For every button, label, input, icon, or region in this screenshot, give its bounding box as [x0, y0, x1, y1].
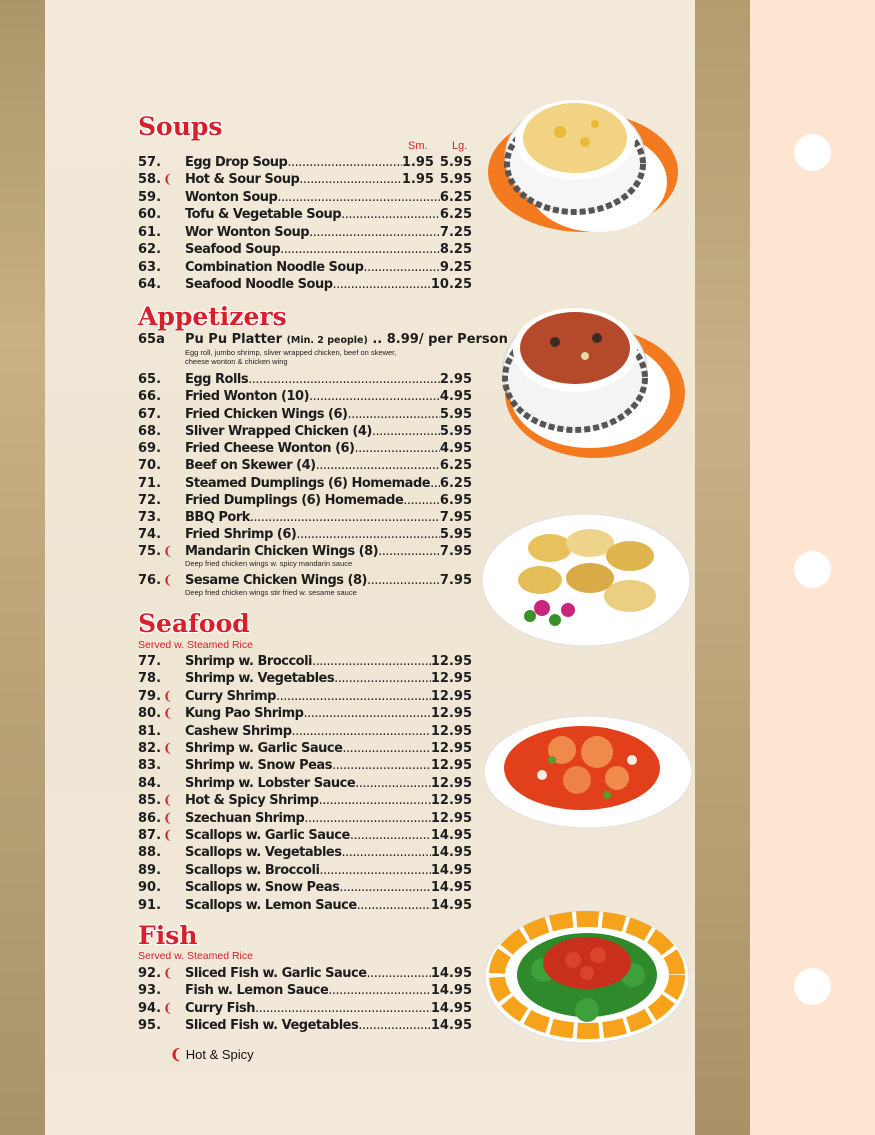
item-name: Seafood Soup	[185, 242, 281, 258]
menu-item	[138, 1000, 472, 1017]
item-number-wrap	[138, 740, 182, 757]
item-name: Szechuan Shrimp	[185, 810, 305, 826]
item-name: Scallops w. Broccoli	[185, 862, 320, 878]
item-price: 14.95	[430, 845, 472, 861]
dot-leader	[312, 653, 431, 670]
item-name: Kung Pao Shrimp	[185, 706, 304, 722]
item-price: 6.95	[439, 492, 472, 508]
item-line	[185, 259, 472, 276]
item-number: 63.	[138, 259, 162, 275]
item-name: Shrimp w. Garlic Sauce	[185, 741, 343, 756]
pupu-description: Egg roll, jumbo shrimp, sliver wrapped chicken, beef on skewer,	[185, 348, 397, 357]
item-line	[185, 792, 472, 809]
dot-leader	[287, 154, 402, 171]
menu-item	[138, 543, 472, 560]
item-line	[185, 241, 472, 258]
item-number: 77.	[138, 654, 162, 669]
item-price: 5.95	[439, 172, 472, 188]
menu-item	[138, 371, 472, 388]
item-name: Curry Shrimp	[185, 688, 276, 704]
item-line	[185, 982, 472, 999]
item-name: Scallops w. Vegetables	[185, 845, 342, 861]
item-name: Shrimp w. Lobster Sauce	[185, 775, 356, 791]
menu-item	[138, 982, 472, 999]
item-price: 5.95	[439, 155, 472, 170]
item-number: 79.	[138, 688, 162, 704]
menu-item	[138, 423, 472, 440]
item-name: Fish w. Lemon Sauce	[185, 983, 329, 999]
chili-pepper-icon: ❨	[163, 828, 174, 842]
item-number: 91.	[138, 897, 162, 913]
item-price: 12.95	[430, 654, 472, 669]
item-number: 57.	[138, 155, 162, 170]
dot-leader	[355, 440, 440, 457]
item-line	[185, 189, 472, 206]
menu-item	[138, 827, 472, 844]
fish-title: Fish	[138, 921, 198, 950]
hot-sour-soup-image	[485, 298, 685, 463]
menu-item	[138, 526, 472, 543]
menu-item	[138, 171, 472, 188]
item-price: 8.99/ per Person	[386, 332, 508, 347]
item-price: 6.25	[439, 207, 472, 223]
item-number: 92.	[138, 966, 162, 981]
item-name: Scallops w. Garlic Sauce	[185, 828, 350, 843]
dot-leader	[341, 206, 440, 223]
item-number: 68.	[138, 423, 162, 439]
item-line	[185, 827, 472, 844]
item-name: Sliced Fish w. Vegetables	[185, 1017, 359, 1033]
dot-leader	[255, 1000, 431, 1017]
item-line	[185, 154, 472, 171]
chili-pepper-icon: ❨	[163, 810, 174, 825]
item-number: 82.	[138, 741, 162, 756]
chili-pepper-icon: ❨	[170, 1046, 182, 1062]
dot-leader	[280, 241, 440, 258]
item-number: 69.	[138, 441, 162, 456]
menu-item	[138, 492, 472, 509]
dot-leader	[248, 371, 440, 388]
item-name: Curry Fish	[185, 1000, 255, 1016]
item-name: Sliced Fish w. Garlic Sauce	[185, 966, 367, 981]
soups-title: Soups	[138, 112, 223, 141]
item-name: Mandarin Chicken Wings (8)	[185, 544, 379, 559]
item-price: 7.95	[439, 510, 472, 525]
dot-leader	[276, 688, 431, 705]
item-name: Fried Cheese Wonton (6)	[185, 441, 355, 456]
menu-item	[138, 844, 472, 861]
menu-item	[138, 276, 472, 293]
dot-leader	[292, 723, 431, 740]
spicy-legend	[170, 1046, 254, 1063]
item-price: 14.95	[430, 983, 472, 999]
item-number: 88.	[138, 845, 162, 861]
item-number: 95.	[138, 1017, 162, 1033]
item-price: 14.95	[430, 966, 472, 981]
item-line	[185, 740, 472, 757]
menu-item	[138, 457, 472, 474]
chili-pepper-icon: ❨	[163, 741, 174, 755]
dot-leader	[372, 423, 440, 440]
item-number: 62.	[138, 242, 162, 258]
item-price: 7.25	[439, 224, 472, 240]
dot-leader	[355, 775, 431, 792]
chili-pepper-icon: ❨	[163, 688, 174, 703]
chili-pepper-icon: ❨	[163, 172, 174, 187]
menu-item	[138, 705, 472, 722]
menu-item	[138, 475, 472, 492]
item-price: 14.95	[430, 897, 472, 913]
item-number: 58.	[138, 172, 162, 188]
item-number: 61.	[138, 224, 162, 240]
menu-item	[138, 670, 472, 687]
egg-drop-soup-image	[485, 92, 685, 237]
seafood-subtitle: Served w. Steamed Rice	[138, 639, 253, 651]
fish-dish-image	[483, 905, 691, 1045]
item-price-small: 1.95	[401, 172, 434, 188]
item-name: BBQ Pork	[185, 510, 250, 525]
item-number-wrap	[138, 688, 182, 705]
item-price: 4.95	[439, 389, 472, 405]
item-price: 12.95	[430, 706, 472, 722]
item-number: 73.	[138, 510, 162, 525]
item-number: 70.	[138, 458, 162, 474]
dot-leader	[367, 572, 440, 589]
item-name: Cashew Shrimp	[185, 723, 292, 739]
item-name: Beef on Skewer (4)	[185, 458, 316, 474]
item-name: Sesame Chicken Wings (8)	[185, 573, 367, 588]
item-price: 12.95	[430, 723, 472, 739]
menu-item	[138, 406, 472, 423]
item-price: 7.95	[439, 573, 472, 588]
item-name: Fried Chicken Wings (6)	[185, 406, 348, 422]
dot-leader	[328, 982, 431, 999]
item-price: 10.25	[430, 277, 472, 292]
item-line	[185, 509, 472, 526]
menu-item	[138, 1017, 472, 1034]
item-line	[185, 371, 472, 388]
item-name: Egg Drop Soup	[185, 155, 288, 170]
menu-item	[138, 965, 472, 982]
item-name: Fried Wonton (10)	[185, 389, 310, 405]
item-name: Wor Wonton Soup	[185, 224, 310, 240]
item-name: Combination Noodle Soup	[185, 259, 364, 275]
item-price: 7.95	[439, 544, 472, 559]
item-line	[185, 897, 472, 914]
item-line	[185, 543, 472, 560]
item-number: 87.	[138, 828, 162, 843]
item-number: 59.	[138, 189, 162, 205]
binder-hole	[794, 134, 831, 171]
item-line	[185, 705, 472, 722]
dot-leader	[342, 740, 430, 757]
menu-item	[138, 879, 472, 896]
item-number: 65.	[138, 372, 162, 387]
scroll-painting-left	[0, 0, 45, 1135]
item-price: 4.95	[439, 441, 472, 456]
item-name: Scallops w. Snow Peas	[185, 880, 340, 896]
item-name: Seafood Noodle Soup	[185, 277, 333, 292]
item-line	[185, 653, 472, 670]
item-number-wrap	[138, 572, 182, 589]
dumplings-image	[480, 508, 692, 650]
item-line	[185, 276, 472, 293]
item-price: 6.25	[439, 458, 472, 474]
chili-pepper-icon: ❨	[163, 1000, 174, 1015]
item-number: 74.	[138, 527, 162, 543]
menu-item	[138, 757, 472, 774]
item-name: Sliver Wrapped Chicken (4)	[185, 423, 372, 439]
item-number-wrap	[138, 965, 182, 982]
menu-item	[138, 259, 472, 276]
item-number: 66.	[138, 389, 162, 405]
item-name: Wonton Soup	[185, 189, 278, 205]
item-number: 64.	[138, 277, 162, 292]
item-number: 76.	[138, 573, 162, 588]
menu-item	[138, 224, 472, 241]
item-price: 5.95	[439, 527, 472, 543]
item-name: Scallops w. Lemon Sauce	[185, 897, 357, 913]
dot-leader	[367, 965, 431, 982]
menu-item	[138, 509, 472, 526]
dot-leader	[350, 827, 431, 844]
chili-pepper-icon: ❨	[163, 573, 174, 587]
pupu-description: cheese wonton & chicken wing	[185, 357, 288, 366]
chili-pepper-icon: ❨	[163, 706, 174, 721]
item-number: 94.	[138, 1000, 162, 1016]
menu-item	[138, 810, 472, 827]
dot-leader	[296, 526, 440, 543]
item-number: 84.	[138, 775, 162, 791]
scroll-painting-right	[695, 0, 750, 1135]
shrimp-dish-image	[482, 710, 694, 830]
menu-item	[138, 740, 472, 757]
dot-leader	[357, 897, 431, 914]
menu-item	[138, 862, 472, 879]
item-number: 86.	[138, 810, 162, 826]
item-description: Deep fried chicken wings w. spicy mandarin sauce	[185, 559, 353, 568]
dot-leader	[303, 705, 430, 722]
item-price: 14.95	[430, 862, 472, 878]
item-line	[185, 171, 472, 188]
item-price: 2.95	[439, 372, 472, 387]
item-price: 5.95	[439, 406, 472, 422]
item-line	[185, 457, 472, 474]
item-line	[185, 440, 472, 457]
item-price: 14.95	[430, 880, 472, 896]
item-price: 14.95	[430, 1000, 472, 1016]
item-name: Steamed Dumplings (6) Homemade	[185, 475, 431, 491]
item-number: 78.	[138, 671, 162, 687]
item-number: 75.	[138, 544, 162, 559]
item-line	[185, 688, 472, 705]
dot-leader	[309, 388, 440, 405]
dot-leader	[358, 1017, 431, 1034]
dot-leader	[363, 259, 440, 276]
item-line	[185, 965, 472, 982]
item-name: Shrimp w. Vegetables	[185, 671, 335, 687]
menu-item-pupu-platter	[138, 331, 508, 348]
menu-item	[138, 572, 472, 589]
item-number: 80.	[138, 706, 162, 722]
item-name: Hot & Sour Soup	[185, 172, 300, 188]
chili-pepper-icon: ❨	[163, 544, 174, 558]
item-number-wrap	[138, 827, 182, 844]
dot-leader	[403, 492, 440, 509]
item-name: Pu Pu Platter	[185, 332, 283, 347]
item-price: 14.95	[430, 1017, 472, 1033]
item-price: 12.95	[430, 793, 472, 809]
item-line	[185, 388, 472, 405]
dot-leader	[316, 457, 440, 474]
item-line	[185, 526, 472, 543]
menu-item	[138, 792, 472, 809]
item-number: 67.	[138, 406, 162, 422]
item-line	[185, 1000, 472, 1017]
item-line	[185, 775, 472, 792]
item-number-wrap	[138, 792, 182, 809]
legend-label: Hot & Spicy	[185, 1047, 254, 1062]
item-name: Fried Dumplings (6) Homemade	[185, 492, 404, 508]
dot-leader	[347, 406, 439, 423]
item-line	[185, 757, 472, 774]
fish-subtitle: Served w. Steamed Rice	[138, 950, 253, 962]
item-number: 72.	[138, 492, 162, 508]
item-price: 6.25	[439, 475, 472, 491]
dot-leader	[378, 543, 440, 560]
item-line	[185, 572, 472, 589]
item-number-wrap	[138, 810, 182, 827]
item-price: 8.25	[439, 242, 472, 258]
item-line	[185, 844, 472, 861]
dot-leader	[319, 862, 430, 879]
small-size-header: Sm.	[408, 140, 428, 152]
item-price: 12.95	[430, 671, 472, 687]
dot-leader	[299, 171, 402, 188]
item-name: Tofu & Vegetable Soup	[185, 207, 342, 223]
item-line	[185, 406, 472, 423]
dot-leader	[304, 810, 431, 827]
item-number: 83.	[138, 758, 162, 774]
item-number-wrap	[138, 543, 182, 560]
dot-leader	[334, 670, 431, 687]
item-price: 12.95	[430, 741, 472, 756]
item-line	[185, 1017, 472, 1034]
menu-item	[138, 897, 472, 914]
item-line	[185, 810, 472, 827]
item-line	[185, 492, 472, 509]
item-number: 93.	[138, 983, 162, 999]
item-number: 65a	[138, 332, 165, 347]
seafood-title: Seafood	[138, 609, 250, 638]
menu-item	[138, 154, 472, 171]
item-number-wrap	[138, 705, 182, 722]
item-number: 85.	[138, 793, 162, 809]
item-price-small: 1.95	[401, 155, 434, 170]
item-name: Egg Rolls	[185, 372, 249, 387]
item-price: 9.25	[439, 259, 472, 275]
menu-item	[138, 189, 472, 206]
dot-leader	[342, 844, 431, 861]
item-name: Fried Shrimp (6)	[185, 527, 297, 543]
dot-leader	[430, 475, 440, 492]
binder-hole	[794, 551, 831, 588]
dot-leader	[319, 792, 431, 809]
menu-item	[138, 653, 472, 670]
item-price: 12.95	[430, 758, 472, 774]
item-name: Shrimp w. Snow Peas	[185, 758, 332, 774]
item-line	[185, 224, 472, 241]
appetizers-title: Appetizers	[138, 302, 287, 331]
item-number: 89.	[138, 862, 162, 878]
chili-pepper-icon: ❨	[163, 966, 174, 980]
item-name: Hot & Spicy Shrimp	[185, 793, 319, 809]
item-number: 71.	[138, 475, 162, 491]
menu-item	[138, 775, 472, 792]
item-number: 90.	[138, 880, 162, 896]
menu-item	[138, 440, 472, 457]
item-line	[185, 723, 472, 740]
item-line	[185, 879, 472, 896]
dot-leader	[250, 509, 440, 526]
item-number: 60.	[138, 207, 162, 223]
large-size-header: Lg.	[452, 140, 468, 152]
item-description: Deep fried chicken wings stir fried w. sesame sauce	[185, 588, 357, 597]
item-line	[185, 206, 472, 223]
item-line	[185, 670, 472, 687]
pupu-title: Pu Pu Platter (Min. 2 people) .. 8.99/ per Person	[185, 332, 508, 347]
menu-item	[138, 206, 472, 223]
min-people: (Min. 2 people)	[286, 335, 368, 346]
dot-leader	[339, 879, 431, 896]
item-price: 12.95	[430, 810, 472, 826]
dot-leader	[309, 224, 440, 241]
item-name: Shrimp w. Broccoli	[185, 654, 313, 669]
item-line	[185, 475, 472, 492]
item-number-wrap	[138, 1000, 182, 1017]
menu-item	[138, 241, 472, 258]
item-line	[185, 862, 472, 879]
item-price: 6.25	[439, 189, 472, 205]
menu-item	[138, 723, 472, 740]
dot-leader	[333, 276, 431, 293]
binder-hole	[794, 968, 831, 1005]
item-price: 14.95	[430, 828, 472, 843]
dot-leader	[277, 189, 440, 206]
item-line	[185, 423, 472, 440]
dot-leader	[332, 757, 431, 774]
menu-item	[138, 388, 472, 405]
item-price: 12.95	[430, 775, 472, 791]
item-number-wrap	[138, 171, 182, 188]
chili-pepper-icon: ❨	[163, 793, 174, 808]
menu-item	[138, 688, 472, 705]
item-price: 12.95	[430, 688, 472, 704]
item-price: 5.95	[439, 423, 472, 439]
item-number: 81.	[138, 723, 162, 739]
